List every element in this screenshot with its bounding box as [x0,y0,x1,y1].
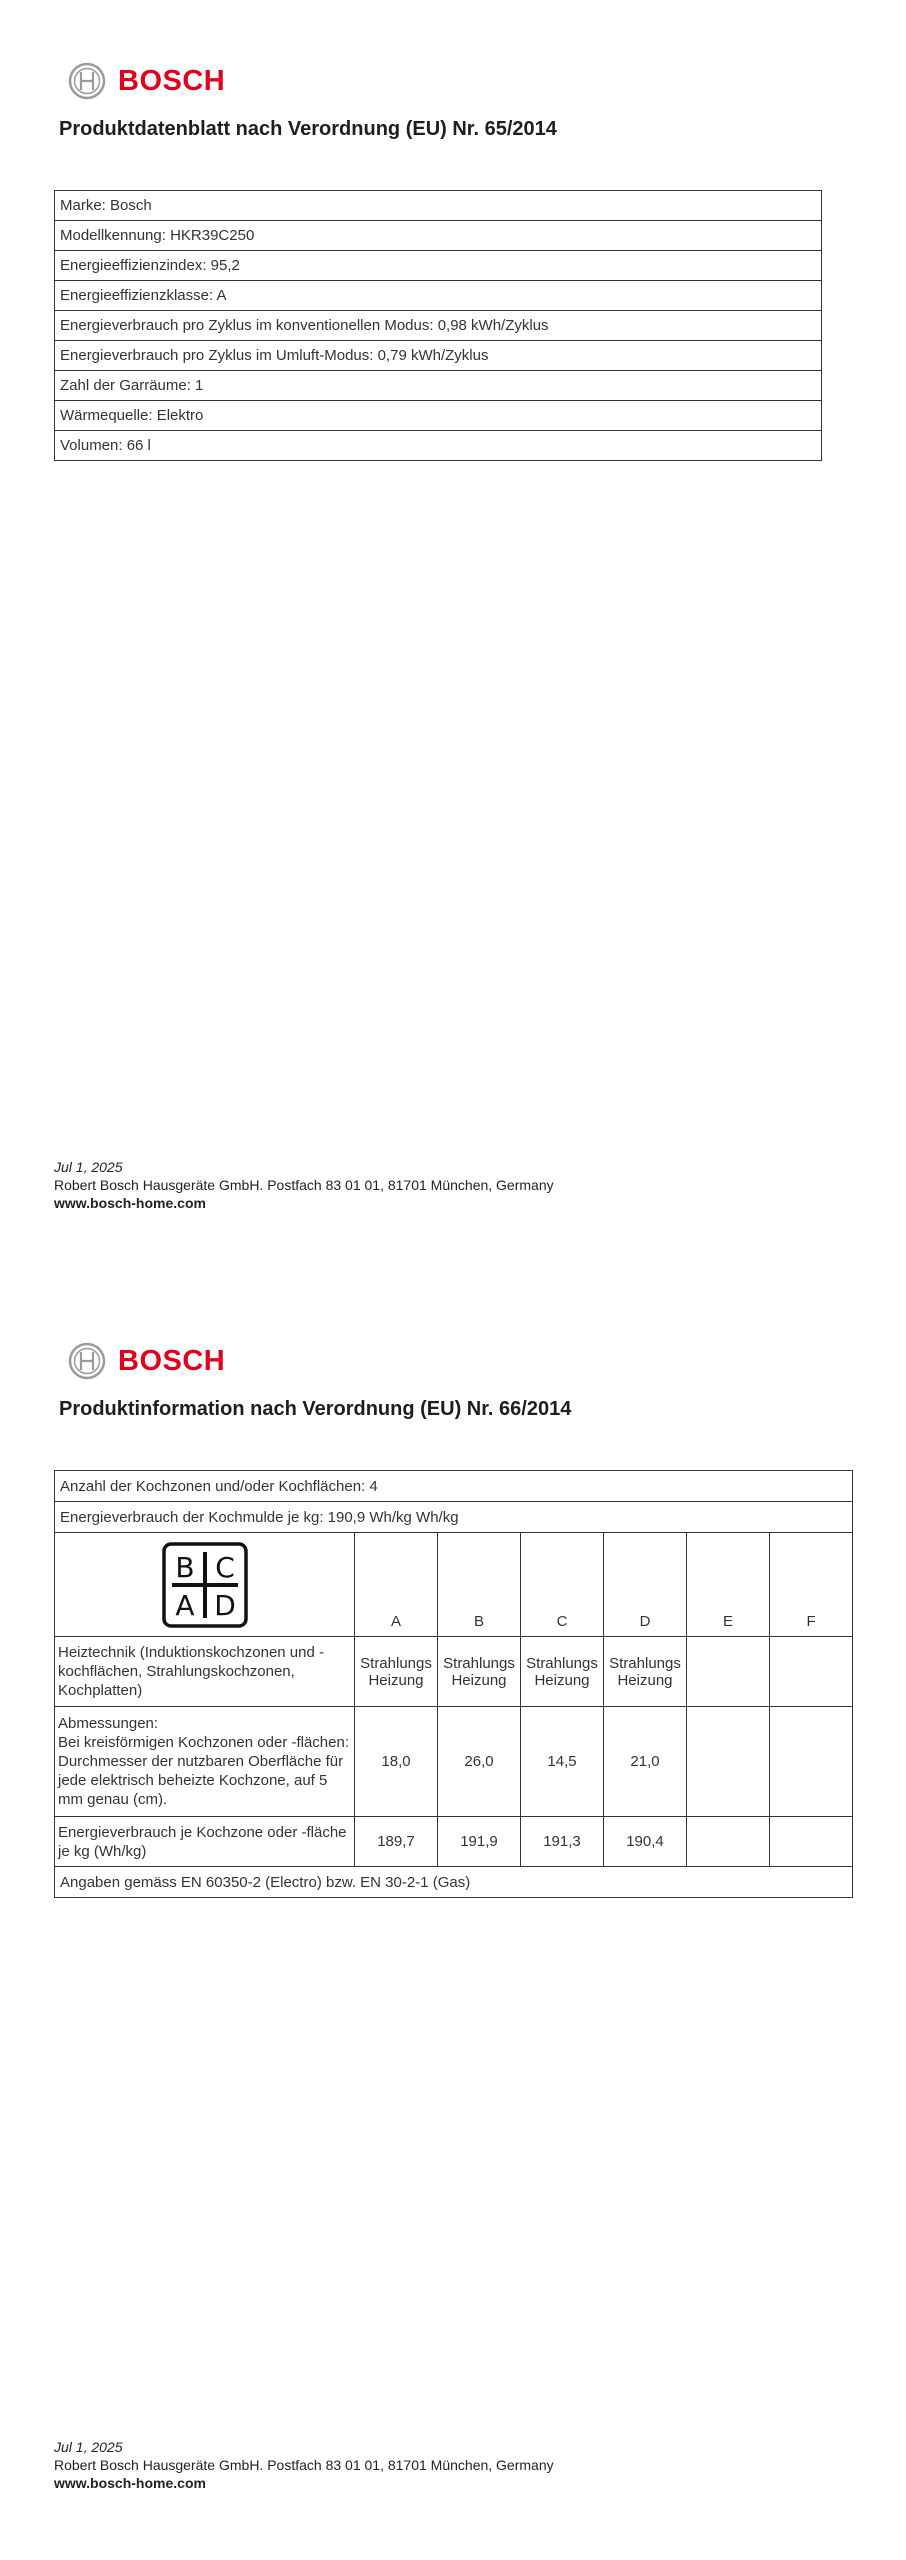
column-header-f: F [770,1533,853,1637]
dimension-b: 26,0 [438,1707,521,1817]
zone-energy-e [687,1817,770,1867]
brand-name: BOSCH [118,1345,226,1377]
energy-per-kg-cell: Energieverbrauch der Kochmulde je kg: 190,9 Wh/kg Wh/kg [55,1502,853,1533]
page-title: Produktdatenblatt nach Verordnung (EU) Nr. 65/2014 [59,118,557,140]
dimensions-label-title: Abmessungen: [58,1715,159,1732]
zone-energy-f [770,1817,853,1867]
bosch-logo [68,62,225,100]
column-header-c: C [521,1533,604,1637]
column-header-b: B [438,1533,521,1637]
bosch-armature-icon [68,1342,106,1380]
footer [54,2438,554,2492]
table-row [55,251,822,281]
row-efficiency-index: Energieeffizienzindex: 95,2 [55,251,822,281]
row-consumption-conventional: Energieverbrauch pro Zyklus im konventionellen Modus: 0,98 kWh/Zyklus [55,311,822,341]
dimensions-label-detail: Bei kreisförmigen Kochzonen oder -flächen: Durchmesser der nutzbaren Oberfläche für jede elektrisch beheizte Kochzone, auf 5 mm genau (cm). [58,1734,349,1808]
heating-type-f [770,1637,853,1707]
table-row [55,191,822,221]
table-row [55,371,822,401]
product-datasheet-table [54,190,822,461]
heating-type-d: Strahlungs Heizung [604,1637,687,1707]
table-row [55,341,822,371]
row-efficiency-class: Energieeffizienzklasse: A [55,281,822,311]
table-row [55,311,822,341]
zone-letter-b: B [174,1550,195,1584]
zone-energy-b: 191,9 [438,1817,521,1867]
zone-letter-d: D [213,1588,236,1622]
column-header-d: D [604,1533,687,1637]
table-row [55,401,822,431]
page-title: Produktinformation nach Verordnung (EU) Nr. 66/2014 [59,1398,572,1420]
heating-technology-label: Heiztechnik (Induktionskochzonen und -kochflächen, Strahlungskochzonen, Kochplatten) [55,1637,355,1707]
dimensions-label [55,1707,355,1817]
bosch-logo [68,1342,225,1380]
zone-energy-label: Energieverbrauch je Kochzone oder -fläche je kg (Wh/kg) [55,1817,355,1867]
footer-website-link[interactable]: www.bosch-home.com [54,1195,206,1211]
bosch-armature-icon [68,62,106,100]
table-row [55,221,822,251]
table-header-row [55,1533,853,1637]
dimension-c: 14,5 [521,1707,604,1817]
heating-type-c: Strahlungs Heizung [521,1637,604,1707]
heating-type-a: Strahlungs Heizung [355,1637,438,1707]
footer [54,1158,554,1212]
footer-date: Jul 1, 2025 [54,1159,123,1175]
heating-type-e [687,1637,770,1707]
column-header-a: A [355,1533,438,1637]
zone-energy-d: 190,4 [604,1817,687,1867]
footer-website-link[interactable]: www.bosch-home.com [54,2475,206,2491]
row-brand: Marke: Bosch [55,191,822,221]
footer-address: Robert Bosch Hausgeräte GmbH. Postfach 83 01 01, 81701 München, Germany [54,1177,554,1193]
row-cavities: Zahl der Garräume: 1 [55,371,822,401]
column-header-e: E [687,1533,770,1637]
cooktop-info-table [54,1470,853,1898]
row-model: Modellkennung: HKR39C250 [55,221,822,251]
table-row [55,431,822,461]
table-row [55,1471,853,1502]
table-row [55,1817,853,1867]
table-row [55,281,822,311]
zone-letter-c: C [214,1550,235,1584]
zone-energy-a: 189,7 [355,1817,438,1867]
dimension-d: 21,0 [604,1707,687,1817]
footer-date: Jul 1, 2025 [54,2439,123,2455]
brand-name: BOSCH [118,65,226,97]
table-row [55,1502,853,1533]
zone-layout-cell [55,1533,355,1637]
zone-letter-a: A [174,1588,195,1622]
dimension-a: 18,0 [355,1707,438,1817]
cooktop-zone-layout-icon [161,1541,249,1629]
standards-note: Angaben gemäss EN 60350-2 (Electro) bzw. EN 30-2-1 (Gas) [55,1867,853,1898]
table-row [55,1637,853,1707]
dimension-f [770,1707,853,1817]
heating-type-b: Strahlungs Heizung [438,1637,521,1707]
zone-energy-c: 191,3 [521,1817,604,1867]
row-consumption-fan: Energieverbrauch pro Zyklus im Umluft-Modus: 0,79 kWh/Zyklus [55,341,822,371]
row-heat-source: Wärmequelle: Elektro [55,401,822,431]
table-row [55,1707,853,1817]
row-volume: Volumen: 66 l [55,431,822,461]
footer-address: Robert Bosch Hausgeräte GmbH. Postfach 83 01 01, 81701 München, Germany [54,2457,554,2473]
dimension-e [687,1707,770,1817]
table-row [55,1867,853,1898]
zones-count-cell: Anzahl der Kochzonen und/oder Kochflächen: 4 [55,1471,853,1502]
